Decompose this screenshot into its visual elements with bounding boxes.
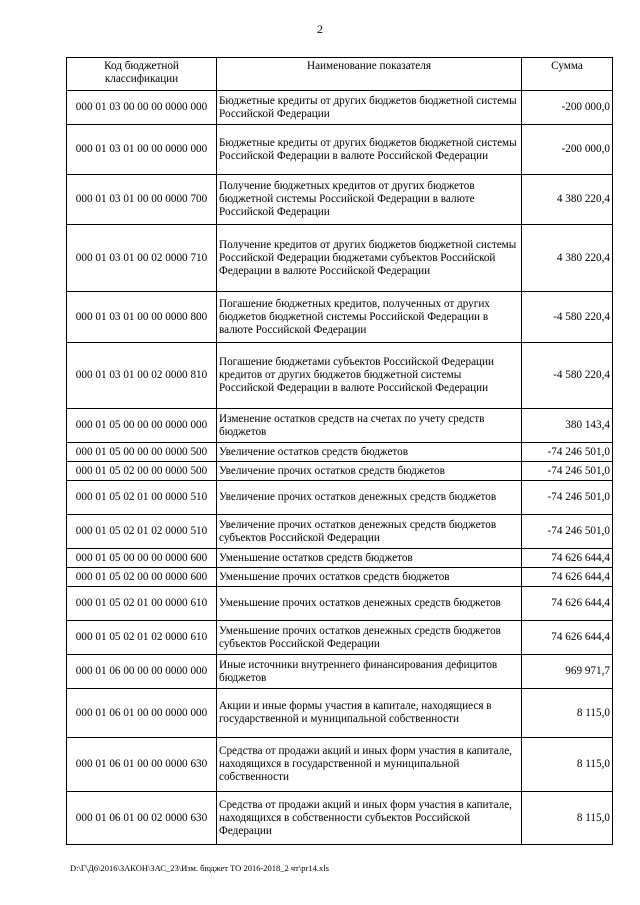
row-name: Увеличение прочих остатков средств бюджетов [217,462,522,481]
row-code: 000 01 05 00 00 00 0000 600 [67,549,217,568]
row-sum: 74 626 644,4 [522,621,613,655]
row-name: Увеличение прочих остатков денежных средств бюджетов [217,481,522,515]
table-row [67,409,613,443]
row-name: Погашение бюджетами субъектов Российской Федерации кредитов от других бюджетов бюджетной системы Российской Федерации в валюте Российской Федерации [217,343,522,409]
row-sum: -200 000,0 [522,125,613,175]
table-row [67,689,613,738]
table-row [67,481,613,515]
row-name: Средства от продажи акций и иных форм участия в капитале, находящихся в собственности субъектов Российской Федерации [217,792,522,845]
row-code: 000 01 06 01 00 00 0000 630 [67,738,217,792]
row-name: Иные источники внутреннего финансирования дефицитов бюджетов [217,655,522,689]
table-row [67,621,613,655]
table-row [67,549,613,568]
budget-sources-table [66,57,613,845]
row-sum: 380 143,4 [522,409,613,443]
row-name: Уменьшение прочих остатков денежных средств бюджетов субъектов Российской Федерации [217,621,522,655]
header-name: Наименование показателя [217,58,522,91]
row-sum: 74 626 644,4 [522,568,613,587]
row-name: Погашение бюджетных кредитов, полученных от других бюджетов бюджетной системы Российской Федерации в валюте Российской Федерации [217,292,522,343]
row-sum: -74 246 501,0 [522,515,613,549]
row-sum: 74 626 644,4 [522,587,613,621]
row-code: 000 01 03 01 00 00 0000 800 [67,292,217,343]
row-name: Получение кредитов от других бюджетов бюджетной системы Российской Федерации бюджетами субъектов Российской Федерации в валюте Российской Федерации [217,225,522,292]
row-code: 000 01 03 01 00 00 0000 000 [67,125,217,175]
row-sum: 8 115,0 [522,792,613,845]
table-body [67,91,613,845]
row-sum: 4 380 220,4 [522,225,613,292]
row-name: Средства от продажи акций и иных форм участия в капитале, находящихся в государственной и муниципальной собственности [217,738,522,792]
row-name: Увеличение прочих остатков денежных средств бюджетов субъектов Российской Федерации [217,515,522,549]
row-code: 000 01 03 01 00 02 0000 710 [67,225,217,292]
row-code: 000 01 05 02 00 00 0000 500 [67,462,217,481]
row-code: 000 01 06 00 00 00 0000 000 [67,655,217,689]
row-name: Уменьшение прочих остатков денежных средств бюджетов [217,587,522,621]
row-code: 000 01 06 01 00 00 0000 000 [67,689,217,738]
row-sum: -4 580 220,4 [522,343,613,409]
row-code: 000 01 05 02 01 02 0000 510 [67,515,217,549]
row-code: 000 01 05 02 01 00 0000 610 [67,587,217,621]
table-row [67,587,613,621]
row-sum: 969 971,7 [522,655,613,689]
row-name: Бюджетные кредиты от других бюджетов бюджетной системы Российской Федерации в валюте Российской Федерации [217,125,522,175]
page-number: 2 [317,22,323,36]
row-name: Увеличение остатков средств бюджетов [217,443,522,462]
row-code: 000 01 03 00 00 00 0000 000 [67,91,217,125]
row-code: 000 01 05 00 00 00 0000 000 [67,409,217,443]
row-sum: -74 246 501,0 [522,462,613,481]
table-header [67,58,613,91]
row-name: Бюджетные кредиты от других бюджетов бюджетной системы Российской Федерации [217,91,522,125]
row-name: Акции и иные формы участия в капитале, находящиеся в государственной и муниципальной собственности [217,689,522,738]
table-row [67,125,613,175]
table-row [67,292,613,343]
row-code: 000 01 05 02 01 00 0000 510 [67,481,217,515]
table-row [67,443,613,462]
table-row [67,175,613,225]
file-path-footer: D:\Г\Д6\2016\ЗАКОН\ЗАС_23\Изм. бюджет ТО 2016-2018_2 чт\pr14.xls [70,863,329,873]
table-row [67,515,613,549]
row-sum: -74 246 501,0 [522,481,613,515]
row-name: Уменьшение прочих остатков средств бюджетов [217,568,522,587]
row-code: 000 01 05 02 01 02 0000 610 [67,621,217,655]
header-code: Код бюджетной классификации [67,58,217,91]
row-name: Получение бюджетных кредитов от других бюджетов бюджетной системы Российской Федерации в валюте Российской Федерации [217,175,522,225]
row-sum: -74 246 501,0 [522,443,613,462]
row-code: 000 01 05 00 00 00 0000 500 [67,443,217,462]
table-row [67,738,613,792]
table-row [67,655,613,689]
row-sum: 74 626 644,4 [522,549,613,568]
row-name: Изменение остатков средств на счетах по учету средств бюджетов [217,409,522,443]
row-code: 000 01 03 01 00 00 0000 700 [67,175,217,225]
row-name: Уменьшение остатков средств бюджетов [217,549,522,568]
row-sum: -4 580 220,4 [522,292,613,343]
row-sum: -200 000,0 [522,91,613,125]
row-sum: 8 115,0 [522,689,613,738]
row-code: 000 01 03 01 00 02 0000 810 [67,343,217,409]
table-row [67,343,613,409]
row-sum: 4 380 220,4 [522,175,613,225]
row-code: 000 01 05 02 00 00 0000 600 [67,568,217,587]
table-row [67,568,613,587]
row-sum: 8 115,0 [522,738,613,792]
row-code: 000 01 06 01 00 02 0000 630 [67,792,217,845]
header-sum: Сумма [522,58,613,91]
table-row [67,462,613,481]
table-row [67,792,613,845]
table-row [67,225,613,292]
table-row [67,91,613,125]
